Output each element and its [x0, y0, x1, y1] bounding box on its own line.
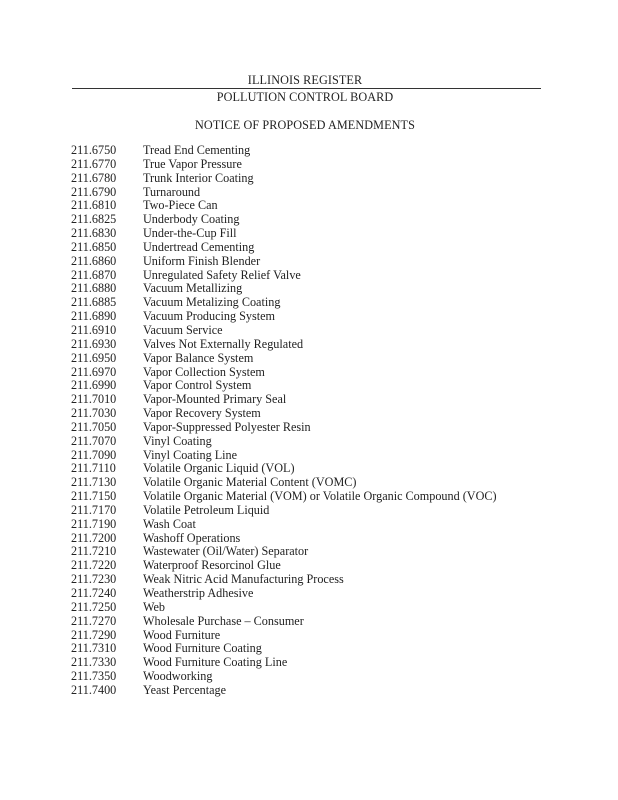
list-item [71, 670, 571, 684]
section-number: 211.6970 [71, 364, 117, 379]
list-item [71, 172, 571, 186]
defined-term: Wholesale Purchase – Consumer [143, 613, 304, 628]
section-number: 211.7210 [71, 544, 117, 559]
defined-term: Uniform Finish Blender [143, 253, 261, 268]
list-item [71, 407, 571, 421]
list-item [71, 199, 571, 213]
section-number: 211.7290 [71, 627, 117, 642]
defined-term: Vacuum Metalizing Coating [143, 295, 281, 310]
defined-term: Wood Furniture Coating Line [143, 655, 288, 670]
defined-term: Tread End Cementing [143, 143, 251, 157]
defined-term: Vacuum Service [143, 322, 223, 337]
defined-term: Volatile Petroleum Liquid [143, 502, 270, 517]
section-number: 211.6930 [71, 336, 117, 351]
list-item [71, 310, 571, 324]
section-number: 211.6870 [71, 267, 117, 282]
section-number: 211.6880 [71, 281, 117, 296]
defined-term: Two-Piece Can [143, 198, 218, 213]
list-item [71, 642, 571, 656]
section-number: 211.7030 [71, 406, 117, 421]
defined-term: Underbody Coating [143, 212, 240, 227]
list-item [71, 379, 571, 393]
section-number: 211.7070 [71, 433, 117, 448]
section-number: 211.6910 [71, 322, 117, 337]
defined-term: Weatherstrip Adhesive [143, 586, 254, 600]
section-number: 211.6780 [71, 170, 117, 185]
defined-term: Vapor Collection System [143, 364, 265, 379]
section-number: 211.6990 [71, 378, 117, 393]
section-number: 211.7130 [71, 475, 117, 490]
list-item [71, 393, 571, 407]
section-number: 211.6885 [71, 295, 117, 310]
defined-term: Vapor Control System [143, 378, 252, 393]
section-number: 211.7270 [71, 613, 117, 628]
defined-term: Turnaround [143, 184, 201, 199]
defined-term: Volatile Organic Liquid (VOL) [143, 461, 295, 476]
list-item [71, 629, 571, 643]
list-item [71, 352, 571, 366]
section-number: 211.6830 [71, 226, 117, 241]
section-number: 211.7190 [71, 516, 117, 531]
register-title: ILLINOIS REGISTER [247, 73, 363, 87]
defined-term: Wastewater (Oil/Water) Separator [143, 544, 309, 559]
list-item [71, 573, 571, 587]
list-item [71, 338, 571, 352]
list-item [71, 241, 571, 255]
list-item [71, 324, 571, 338]
section-number: 211.6790 [71, 184, 117, 199]
list-item [71, 532, 571, 546]
list-item [71, 449, 571, 463]
defined-term: Vacuum Metallizing [143, 281, 243, 296]
list-item [71, 656, 571, 670]
list-item [71, 587, 571, 601]
defined-term: Vapor-Mounted Primary Seal [143, 392, 287, 407]
section-number: 211.7230 [71, 572, 117, 587]
section-number: 211.7010 [71, 392, 117, 407]
section-number: 211.7250 [71, 599, 117, 614]
section-number: 211.7350 [71, 669, 117, 684]
list-item [71, 421, 571, 435]
section-number: 211.6770 [71, 156, 117, 171]
board-title: POLLUTION CONTROL BOARD [216, 90, 394, 104]
defined-term: Waterproof Resorcinol Glue [143, 558, 281, 573]
list-item [71, 158, 571, 172]
section-number: 211.7240 [71, 586, 117, 600]
section-number: 211.6825 [71, 212, 117, 227]
list-item [71, 227, 571, 241]
defined-term: Trunk Interior Coating [143, 170, 254, 185]
defined-term: Web [143, 599, 166, 614]
section-number: 211.7200 [71, 530, 117, 545]
defined-term: Undertread Cementing [143, 239, 255, 254]
section-number: 211.7050 [71, 419, 117, 434]
list-item [71, 213, 571, 227]
notice-heading: NOTICE OF PROPOSED AMENDMENTS [195, 118, 415, 132]
defined-term: Yeast Percentage [143, 682, 227, 697]
defined-term: Unregulated Safety Relief Valve [143, 267, 301, 282]
header-divider [72, 88, 541, 89]
list-item [71, 615, 571, 629]
section-number: 211.7110 [71, 461, 116, 476]
list-item [71, 269, 571, 283]
defined-term: Under-the-Cup Fill [143, 226, 237, 241]
list-item [71, 504, 571, 518]
defined-term: Vapor-Suppressed Polyester Resin [143, 419, 311, 434]
section-number: 211.7330 [71, 655, 117, 670]
section-number: 211.6950 [71, 350, 117, 365]
defined-term: Volatile Organic Material (VOM) or Volatile Organic Compound (VOC) [143, 489, 497, 504]
list-item [71, 186, 571, 200]
defined-term: Woodworking [143, 669, 213, 684]
list-item [71, 601, 571, 615]
section-number: 211.7150 [71, 489, 117, 504]
list-item [71, 559, 571, 573]
section-number: 211.7170 [71, 502, 117, 517]
section-number: 211.6750 [71, 143, 117, 157]
defined-term: Wood Furniture [143, 627, 221, 642]
list-item [71, 462, 571, 476]
section-number: 211.7090 [71, 447, 117, 462]
defined-term: Valves Not Externally Regulated [143, 336, 304, 351]
section-number: 211.7310 [71, 641, 117, 656]
list-item [71, 255, 571, 269]
defined-term: Volatile Organic Material Content (VOMC) [143, 475, 357, 490]
list-item [71, 476, 571, 490]
defined-term: Washoff Operations [143, 530, 241, 545]
list-item [71, 545, 571, 559]
list-item [71, 435, 571, 449]
defined-term: Wash Coat [143, 516, 196, 531]
section-number: 211.7400 [71, 682, 117, 697]
list-item [71, 518, 571, 532]
defined-term: Vapor Recovery System [143, 406, 261, 421]
defined-term: Vinyl Coating Line [143, 447, 238, 462]
list-item [71, 282, 571, 296]
list-item [71, 144, 571, 158]
list-item [71, 366, 571, 380]
defined-term: Vapor Balance System [143, 350, 254, 365]
section-number: 211.6890 [71, 309, 117, 324]
defined-term: Vacuum Producing System [143, 309, 276, 324]
defined-term: Wood Furniture Coating [143, 641, 262, 656]
section-number: 211.6860 [71, 253, 117, 268]
definitions-list [71, 144, 571, 698]
defined-term: True Vapor Pressure [143, 156, 242, 171]
defined-term: Vinyl Coating [143, 433, 212, 448]
section-number: 211.6850 [71, 239, 117, 254]
section-number: 211.7220 [71, 558, 117, 573]
list-item [71, 490, 571, 504]
section-number: 211.6810 [71, 198, 117, 213]
list-item [71, 296, 571, 310]
list-item [71, 684, 571, 698]
defined-term: Weak Nitric Acid Manufacturing Process [143, 572, 344, 587]
